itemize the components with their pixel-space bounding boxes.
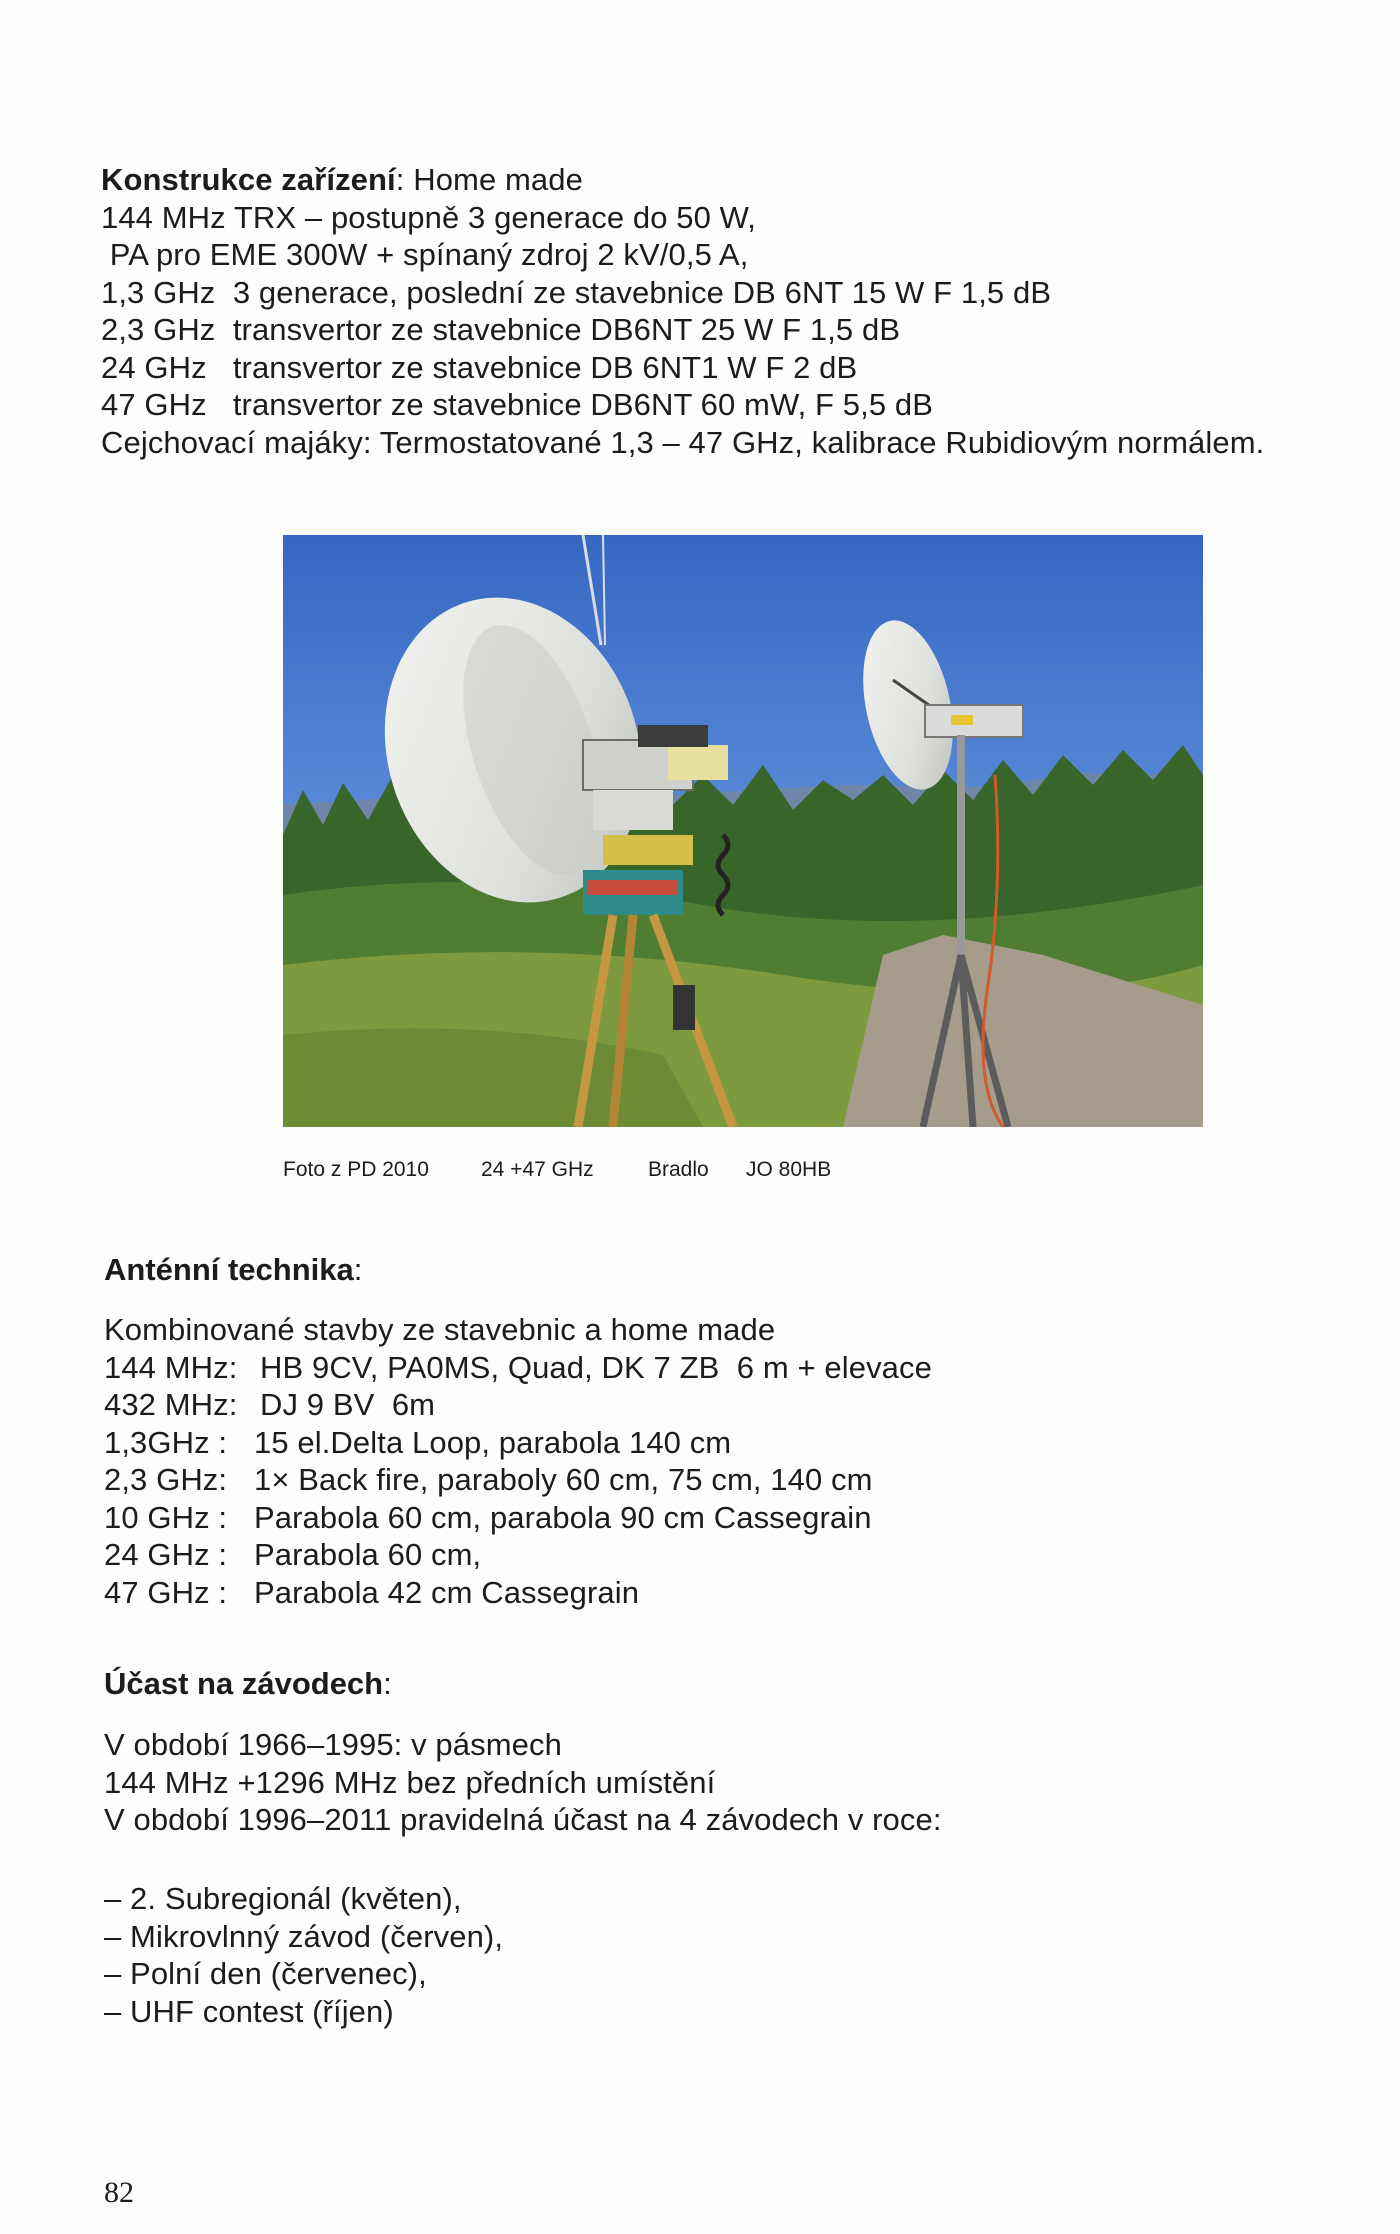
antenna-row (104, 1349, 932, 1387)
antenna-band: 1,3GHz : (104, 1424, 228, 1460)
antenna-heading: Anténní technika: (104, 1252, 363, 1287)
construction-heading: Konstrukce zařízení (101, 162, 396, 197)
antenna-desc: HB 9CV, PA0MS, Quad, DK 7 ZB 6 m + elevace (260, 1349, 932, 1385)
caption-bands: 24 +47 GHz (481, 1158, 594, 1181)
antenna-row (104, 1574, 932, 1612)
construction-line: 1,3 GHz 3 generace, poslední ze stavebnice DB 6NT 15 W F 1,5 dB (101, 274, 1052, 310)
antenna-heading-text: Anténní technika (104, 1252, 354, 1287)
antenna-photo (283, 535, 1203, 1127)
antenna-desc: Parabola 60 cm, parabola 90 cm Cassegrain (254, 1499, 872, 1535)
contest-item: – UHF contest (říjen) (104, 1993, 394, 2029)
antenna-band: 432 MHz: (104, 1387, 238, 1422)
antenna-desc: Parabola 60 cm, (254, 1537, 482, 1572)
contests-line: V období 1966–1995: v pásmech (104, 1727, 562, 1762)
caption-location: Bradlo (648, 1158, 709, 1181)
antenna-desc: 1× Back fire, paraboly 60 cm, 75 cm, 140 cm (254, 1462, 873, 1497)
caption-locator: JO 80HB (746, 1158, 832, 1181)
antenna-row (104, 1461, 932, 1499)
page-number: 82 (104, 2176, 134, 2209)
antenna-desc: 15 el.Delta Loop, parabola 140 cm (254, 1424, 732, 1460)
contest-item: – Polní den (červenec), (104, 1956, 427, 1991)
construction-heading-line: Konstrukce zařízení: Home made (101, 162, 583, 197)
construction-line: Cejchovací majáky: Termostatované 1,3 – 47 GHz, kalibrace Rubidiovým normálem. (101, 424, 1265, 460)
antenna-row (104, 1499, 932, 1537)
antenna-intro: Kombinované stavby ze stavebnic a home made (104, 1312, 776, 1347)
antenna-desc: DJ 9 BV 6m (260, 1387, 436, 1422)
antenna-row (104, 1424, 932, 1462)
caption-source: Foto z PD 2010 (283, 1158, 429, 1181)
antenna-band: 47 GHz : (104, 1574, 228, 1610)
antenna-desc: Parabola 42 cm Cassegrain (254, 1574, 640, 1610)
construction-line: 47 GHz transvertor ze stavebnice DB6NT 60 mW, F 5,5 dB (101, 387, 934, 422)
construction-heading-value: Home made (413, 162, 583, 197)
antenna-band: 24 GHz : (104, 1537, 228, 1572)
contest-item: – Mikrovlnný závod (červen), (104, 1918, 504, 1954)
construction-line: 24 GHz transvertor ze stavebnice DB 6NT1 W F 2 dB (101, 349, 858, 385)
construction-line: 144 MHz TRX – postupně 3 generace do 50 W, (101, 199, 757, 235)
construction-section (101, 161, 1264, 461)
contest-item: – 2. Subregionál (květen), (104, 1881, 462, 1916)
antenna-band: 10 GHz : (104, 1499, 228, 1535)
contests-line: V období 1996–2011 pravidelná účast na 4 závodech v roce: (104, 1802, 942, 1837)
contests-section (104, 1726, 942, 1839)
contests-heading-text: Účast na závodech (104, 1666, 384, 1701)
antenna-band: 2,3 GHz: (104, 1462, 228, 1497)
antenna-section (104, 1311, 932, 1611)
contests-heading: Účast na závodech: (104, 1666, 392, 1701)
contests-line: 144 MHz +1296 MHz bez předních umístění (104, 1764, 716, 1800)
antenna-row (104, 1536, 932, 1574)
antenna-band: 144 MHz: (104, 1349, 238, 1385)
contests-list (104, 1880, 503, 2030)
construction-line: PA pro EME 300W + spínaný zdroj 2 kV/0,5 A, (101, 237, 749, 272)
antenna-photo-illustration (283, 535, 1203, 1127)
antenna-row (104, 1386, 932, 1424)
construction-line: 2,3 GHz transvertor ze stavebnice DB6NT 25 W F 1,5 dB (101, 312, 901, 347)
